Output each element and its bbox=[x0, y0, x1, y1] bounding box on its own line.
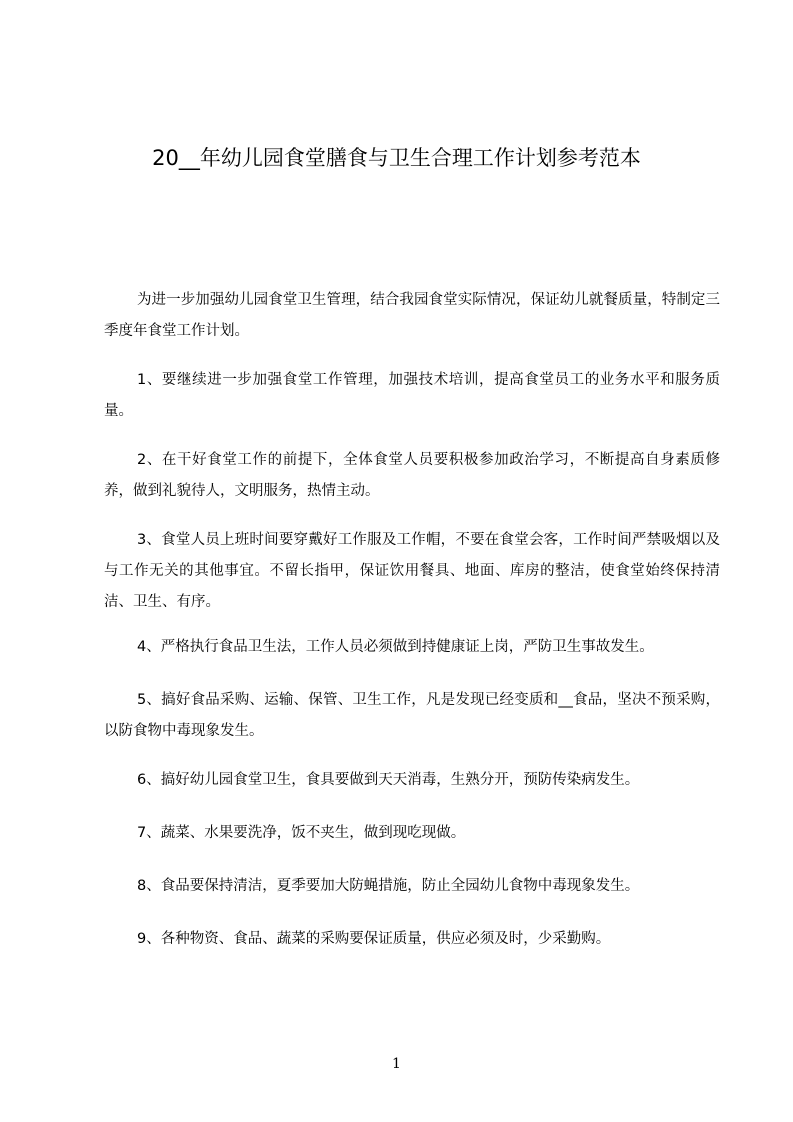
plan-item-5: 5、搞好食品采购、运输、保管、卫生工作，凡是发现已经变质和__食品，坚决不预采购，以防食物中毒现象发生。 bbox=[104, 692, 720, 739]
plan-item-2: 2、在干好食堂工作的前提下，全体食堂人员要积极参加政治学习，不断提高自身素质修养，做到礼貌待人，文明服务，热情主动。 bbox=[104, 452, 720, 499]
plan-item-6: 6、搞好幼儿园食堂卫生，食具要做到天天消毒，生熟分开，预防传染病发生。 bbox=[137, 772, 640, 788]
page-number: 1 bbox=[392, 1056, 401, 1072]
plan-item-9: 9、各种物资、食品、蔬菜的采购要保证质量，供应必须及时，少采勤购。 bbox=[137, 931, 611, 947]
plan-item-1: 1、要继续进一步加强食堂工作管理，加强技术培训，提高食堂员工的业务水平和服务质量。 bbox=[104, 372, 720, 419]
plan-item-4: 4、严格执行食品卫生法，工作人员必须做到持健康证上岗，严防卫生事故发生。 bbox=[137, 639, 654, 655]
plan-item-8: 8、食品要保持清洁，夏季要加大防蝇措施，防止全园幼儿食物中毒现象发生。 bbox=[137, 878, 640, 894]
plan-item-7: 7、蔬菜、水果要洗净，饭不夹生，做到现吃现做。 bbox=[137, 825, 466, 841]
intro-paragraph: 为进一步加强幼儿园食堂卫生管理，结合我园食堂实际情况，保证幼儿就餐质量，特制定三季度年食堂工作计划。 bbox=[104, 292, 720, 339]
plan-item-3: 3、食堂人员上班时间要穿戴好工作服及工作帽，不要在食堂会客，工作时间严禁吸烟以及与工作无关的其他事宜。不留长指甲，保证饮用餐具、地面、库房的整洁，使食堂始终保持清洁、卫生、有序。 bbox=[104, 532, 720, 610]
document-title: 20__年幼儿园食堂膳食与卫生合理工作计划参考范本 bbox=[152, 146, 641, 170]
